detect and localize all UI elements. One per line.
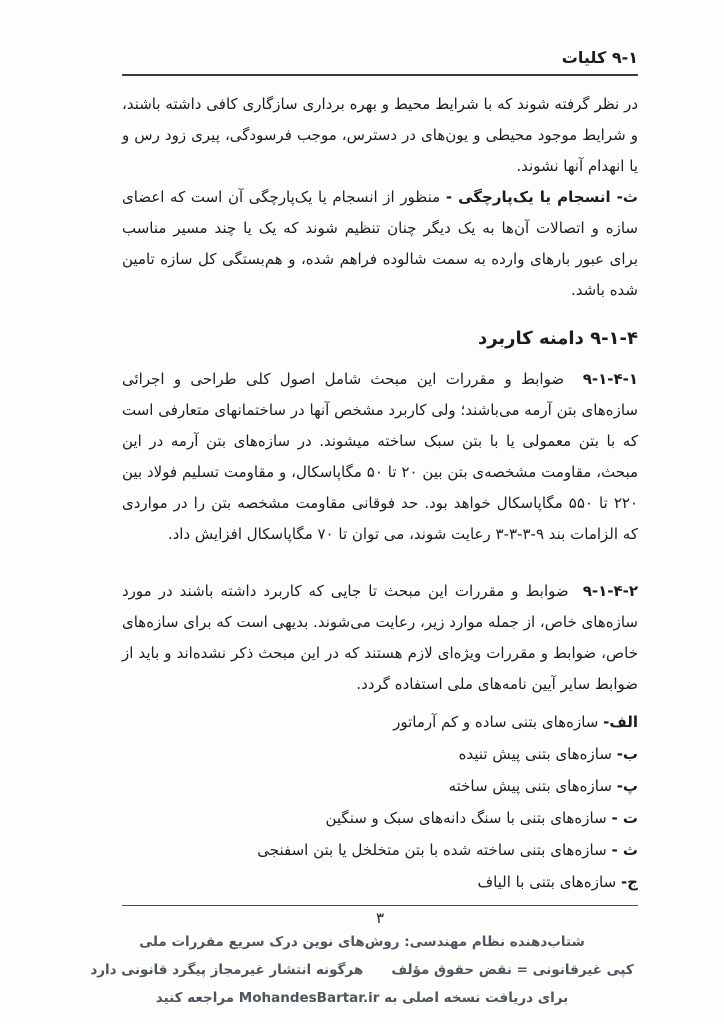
list-item-text: سازه‌های بتنی با سنگ دانه‌های سبک و سنگین: [325, 809, 607, 827]
clause-number: ۹-۱-۴-۲: [582, 582, 638, 600]
clause-text: ضوابط و مقررات این مبحث تا جایی که کاربرد داشته باشند در مورد سازه‌های خاص، از جمله موارد زیر، رعایت می‌شوند. بدیهی است که برای سازه‌های خاص، ضوابط و مقررات ویژه‌ای لازم هستند که در این مبحث ذکر نشده‌اند و باید از ضوابط سایر آیین نامه‌های ملی استفاده گردد.: [122, 582, 638, 693]
list-item-text: سازه‌های بتنی ساخته شده با بتن متخلخل یا بتن اسفنجی: [257, 841, 607, 859]
list-item-marker: الف-: [603, 713, 638, 731]
list-item-marker: پ-: [616, 777, 638, 795]
page-content: [122, 0, 638, 927]
clause-9-1-4-1: [122, 364, 638, 550]
page-number: ۳: [375, 909, 385, 927]
watermark-footer: [0, 928, 724, 1012]
list-item-text: سازه‌های بتنی پیش تنیده: [458, 745, 612, 763]
watermark-line: کپی غیرقانونی = نقض حقوق مؤلف هرگونه انتشار غیرمجاز پیگرد قانونی دارد: [90, 962, 634, 978]
list-item-marker: ث -: [611, 841, 638, 859]
continued-paragraph: در نظر گرفته شوند که با شرایط محیط و بهره برداری سازگاری کافی داشته باشند، و شرایط موجود محیطی و یون‌های در دسترس، موجب فرسودگی، پیری زود رس و یا انهدام آنها نشوند.: [122, 95, 638, 175]
list-item: [122, 738, 638, 770]
header-rule: [122, 74, 638, 76]
definition-term: ث- انسجام یا یک‌پارچگی -: [445, 188, 638, 206]
section-header: [122, 0, 638, 67]
list-item-marker: ج-: [620, 873, 638, 891]
watermark-line: برای دریافت نسخه اصلی به MohandesBartar.ir مراجعه کنید: [155, 990, 569, 1006]
list-item: [122, 770, 638, 802]
list-item-marker: ت -: [611, 809, 638, 827]
definition-paragraph: [122, 182, 638, 306]
list-item: [122, 866, 638, 898]
clause-number: ۹-۱-۴-۱: [582, 370, 638, 388]
list-item-text: سازه‌های بتنی با الیاف: [477, 873, 617, 891]
list-item: [122, 834, 638, 866]
clause-text: ضوابط و مقررات این مبحث شامل اصول کلی طراحی و اجرائی سازه‌های بتن آرمه می‌باشند؛ ولی کاربرد مشخص آنها در ساختمانهای متعارفی است که با بتن معمولی یا با بتن سبک ساخته میشوند. در سازه‌های بتن آرمه در این مبحث، مقاومت مشخصه‌ی بتن بین ۲۰ تا ۵۰ مگاپاسکال، و مقاومت تسلیم فولاد بین ۲۲۰ تا ۵۵۰ مگاپاسکال خواهد بود. حد فوقانی مقاومت مشخصه بتن را در مواردی که الزامات بند ۹-۳-۳-۳ رعایت شوند، می توان تا ۷۰ مگاپاسکال افزایش داد.: [122, 370, 639, 543]
definition-text: منظور از انسجام یا یک‌پارچگی آن است که اعضای سازه و اتصالات آن‌ها به یک دیگر چنان تنظیم شوند که یک یا چند مسیر مناسب برای عبور بارهای وارده به سمت شالوده فراهم شده، و هم‌بستگی کل سازه تامین شده باشد.: [122, 188, 638, 299]
structure-types-list: [122, 706, 638, 898]
subsection-heading: ۹-۱-۴ دامنه کاربرد: [477, 328, 638, 349]
watermark-line: شتاب‌دهنده نظام مهندسی: روش‌های نوین درک سریع مقررات ملی: [139, 934, 585, 950]
list-item-text: سازه‌های بتنی پیش ساخته: [448, 777, 612, 795]
footer-rule: [122, 905, 638, 906]
clause-9-1-4-2: [122, 576, 638, 700]
list-item: [122, 706, 638, 738]
list-item-marker: ب-: [616, 745, 638, 763]
list-item: [122, 802, 638, 834]
list-item-text: سازه‌های بتنی ساده و کم آرماتور: [393, 713, 599, 731]
section-header-title: ۹-۱ کلیات: [561, 48, 638, 67]
